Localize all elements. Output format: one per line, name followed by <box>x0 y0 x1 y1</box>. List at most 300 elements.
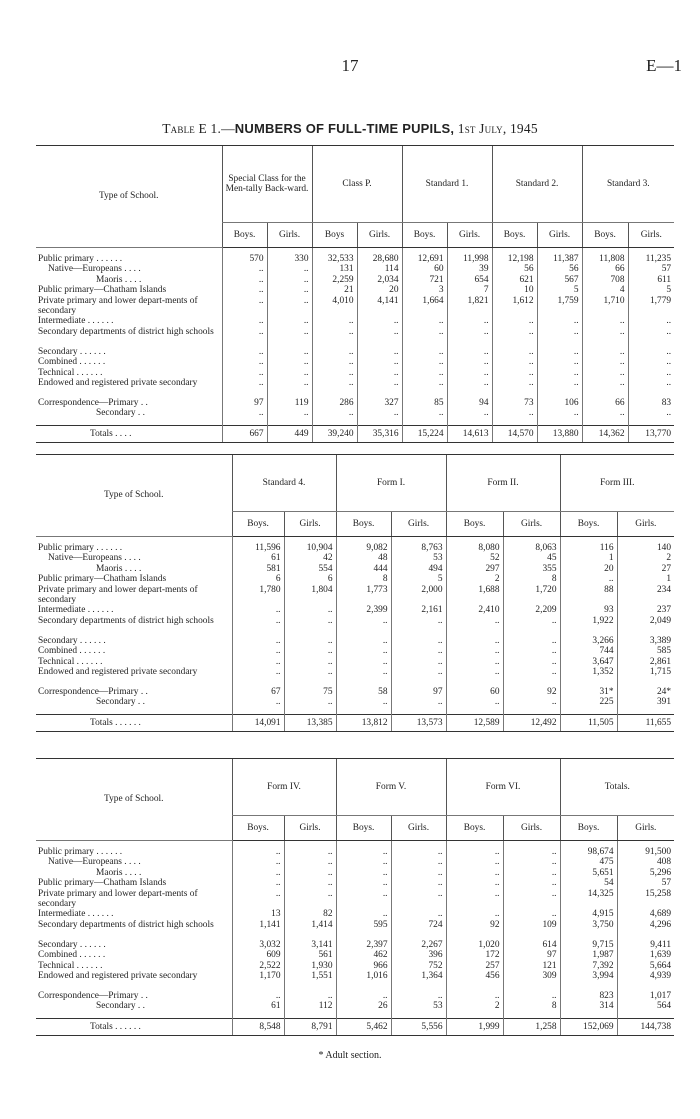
girls-value: .. <box>357 408 402 418</box>
girls-value: 561 <box>284 950 336 960</box>
total-value: 35,316 <box>357 425 402 442</box>
boys-value: 462 <box>336 950 391 960</box>
girls-value: .. <box>267 357 312 367</box>
table-title <box>0 121 700 137</box>
boys-value: .. <box>222 275 267 285</box>
boys-value: .. <box>582 408 628 418</box>
boys-value: 8 <box>336 574 391 584</box>
girls-value: .. <box>267 327 312 347</box>
row-label: Public primary—Chatham Islands <box>38 878 167 889</box>
boys-value: .. <box>232 697 284 707</box>
boys-value: .. <box>446 868 503 878</box>
table-row-native-europeans <box>36 553 674 563</box>
girls-value: 140 <box>617 543 674 553</box>
boys-value: .. <box>312 378 357 398</box>
boys-value: 1,612 <box>492 296 537 317</box>
girls-value: 8 <box>503 574 560 584</box>
column-group-header: Special Class for the Men-tally Back-ward. <box>222 146 312 223</box>
girls-value: 2,000 <box>391 585 446 606</box>
row-label: Correspondence—Primary . . <box>38 687 148 698</box>
girls-value: .. <box>447 408 492 418</box>
boys-value: 31* <box>560 687 617 697</box>
girls-value: .. <box>267 408 312 418</box>
total-value: 11,505 <box>560 714 617 731</box>
type-of-school-header: Type of School. <box>36 759 232 841</box>
girls-column-header: Girls. <box>537 223 582 248</box>
girls-value: 1,821 <box>447 296 492 317</box>
boys-column-header: Boys. <box>582 223 628 248</box>
boys-value: 4,915 <box>560 909 617 919</box>
boys-value: .. <box>222 347 267 357</box>
girls-value: .. <box>628 327 674 347</box>
column-group-header: Class P. <box>312 146 402 223</box>
boys-value: 66 <box>582 264 628 274</box>
boys-value: .. <box>582 368 628 378</box>
total-value: 14,613 <box>447 425 492 442</box>
boys-value: .. <box>492 408 537 418</box>
total-value: 5,462 <box>336 1018 391 1035</box>
girls-value: 8,063 <box>503 543 560 553</box>
column-group-header: Standard 3. <box>582 146 674 223</box>
girls-value: 1,759 <box>537 296 582 317</box>
table-row-secondary <box>36 940 674 950</box>
table-row-chatham-islands <box>36 574 674 584</box>
total-value: 13,770 <box>628 425 674 442</box>
table-row-native-europeans <box>36 857 674 867</box>
boys-value: 1,664 <box>402 296 447 317</box>
boys-value: .. <box>312 408 357 418</box>
girls-value: .. <box>284 636 336 646</box>
girls-value: 91,500 <box>617 847 674 857</box>
girls-value: 237 <box>617 605 674 615</box>
girls-value: .. <box>503 991 560 1001</box>
boys-value: 1,922 <box>560 616 617 636</box>
girls-value: 1,017 <box>617 991 674 1001</box>
table-row-private-primary <box>36 296 674 317</box>
girls-value: .. <box>503 657 560 667</box>
row-label: Technical . . . . . . <box>38 367 103 378</box>
boys-value: .. <box>336 697 391 707</box>
girls-value: .. <box>503 868 560 878</box>
total-value: 12,492 <box>503 714 560 731</box>
total-value: 14,091 <box>232 714 284 731</box>
row-label: Maoris . . . . <box>96 274 142 285</box>
total-value: 144,738 <box>617 1018 674 1035</box>
girls-value: 1,779 <box>628 296 674 317</box>
total-value: 13,812 <box>336 714 391 731</box>
girls-value: 1,804 <box>284 585 336 606</box>
table-row-native-europeans <box>36 264 674 274</box>
boys-value: .. <box>336 657 391 667</box>
boys-value: 257 <box>446 961 503 971</box>
girls-value: 234 <box>617 585 674 606</box>
total-value: 13,385 <box>284 714 336 731</box>
table-row-secondary-departments <box>36 616 674 636</box>
table-row-endowed-private <box>36 378 674 398</box>
girls-value: 567 <box>537 275 582 285</box>
girls-value: .. <box>503 697 560 707</box>
girls-value: .. <box>391 646 446 656</box>
table-title-date: 1st July, 1945 <box>454 121 538 136</box>
row-label: Public primary—Chatham Islands <box>38 574 167 585</box>
girls-value: 42 <box>284 553 336 563</box>
boys-value: 66 <box>582 398 628 408</box>
girls-value: 11,387 <box>537 254 582 264</box>
boys-value: 3 <box>402 285 447 295</box>
boys-value: 708 <box>582 275 628 285</box>
girls-value: 5 <box>628 285 674 295</box>
girls-value: 45 <box>503 553 560 563</box>
boys-column-header: Boys. <box>336 512 391 537</box>
boys-value: 21 <box>312 285 357 295</box>
girls-value: 97 <box>391 687 446 697</box>
total-value: 15,224 <box>402 425 447 442</box>
girls-value: .. <box>267 275 312 285</box>
table-row-chatham-islands <box>36 878 674 888</box>
girls-value: 94 <box>447 398 492 408</box>
row-label: Intermediate . . . . . . <box>38 909 114 920</box>
boys-value: 3,032 <box>232 940 284 950</box>
girls-value: 6 <box>284 574 336 584</box>
boys-value: .. <box>222 368 267 378</box>
boys-value: .. <box>446 636 503 646</box>
girls-value: .. <box>503 878 560 888</box>
boys-value: .. <box>336 616 391 636</box>
girls-value: 554 <box>284 564 336 574</box>
girls-column-header: Girls. <box>391 512 446 537</box>
row-label: Native—Europeans . . . . <box>48 857 141 868</box>
girls-value: .. <box>267 285 312 295</box>
boys-value: 61 <box>232 553 284 563</box>
boys-value: .. <box>232 646 284 656</box>
boys-value: 621 <box>492 275 537 285</box>
row-label: Secondary departments of district high schools <box>38 919 214 930</box>
girls-value: .. <box>447 327 492 347</box>
girls-value: 1 <box>617 574 674 584</box>
boys-value: .. <box>446 697 503 707</box>
girls-value: .. <box>357 357 402 367</box>
boys-value: .. <box>402 347 447 357</box>
boys-column-header: Boys. <box>336 816 391 841</box>
girls-value: .. <box>391 857 446 867</box>
boys-value: .. <box>336 857 391 867</box>
girls-value: 83 <box>628 398 674 408</box>
girls-value: 28,680 <box>357 254 402 264</box>
boys-value: 7,392 <box>560 961 617 971</box>
boys-value: 475 <box>560 857 617 867</box>
totals-label: Totals . . . . . . <box>36 714 232 731</box>
boys-value: 8,080 <box>446 543 503 553</box>
girls-value: .. <box>537 368 582 378</box>
boys-value: 225 <box>560 697 617 707</box>
total-value: 449 <box>267 425 312 442</box>
girls-value: 9,411 <box>617 940 674 950</box>
girls-value: .. <box>391 636 446 646</box>
boys-column-header: Boys. <box>560 816 617 841</box>
row-label: Intermediate . . . . . . <box>38 316 114 327</box>
table-section-2 <box>36 455 674 732</box>
boys-value: .. <box>232 657 284 667</box>
row-label: Secondary . . <box>96 697 145 708</box>
boys-value: 1,141 <box>232 920 284 940</box>
boys-value: .. <box>446 909 503 919</box>
boys-value: .. <box>336 847 391 857</box>
girls-value: .. <box>503 889 560 910</box>
page-header <box>0 56 700 78</box>
girls-value: .. <box>357 327 402 347</box>
row-label: Endowed and registered private secondary <box>38 378 198 389</box>
boys-value: 60 <box>446 687 503 697</box>
row-label: Combined . . . . . . <box>38 357 106 368</box>
boys-value: .. <box>446 646 503 656</box>
boys-value: 1,016 <box>336 971 391 991</box>
table-row-combined <box>36 646 674 656</box>
boys-column-header: Boys. <box>232 512 284 537</box>
boys-value: 116 <box>560 543 617 553</box>
girls-value: .. <box>537 357 582 367</box>
boys-value: 61 <box>232 1001 284 1011</box>
boys-value: 2,410 <box>446 605 503 615</box>
boys-value: .. <box>582 327 628 347</box>
table-row-chatham-islands <box>36 285 674 295</box>
girls-value: 1,715 <box>617 667 674 687</box>
totals-row <box>36 1018 674 1035</box>
girls-value: .. <box>391 868 446 878</box>
girls-value: 1,639 <box>617 950 674 960</box>
boys-value: .. <box>232 616 284 636</box>
boys-value: 5,651 <box>560 868 617 878</box>
boys-value: 297 <box>446 564 503 574</box>
boys-value: .. <box>232 889 284 910</box>
boys-value: 595 <box>336 920 391 940</box>
girls-value: .. <box>391 909 446 919</box>
girls-value: 121 <box>503 961 560 971</box>
boys-value: .. <box>222 357 267 367</box>
row-label: Technical . . . . . . <box>38 656 103 667</box>
girls-column-header: Girls. <box>284 512 336 537</box>
girls-value: 2,034 <box>357 275 402 285</box>
boys-value: .. <box>232 857 284 867</box>
column-group-header: Form VI. <box>446 759 560 816</box>
boys-value: 6 <box>232 574 284 584</box>
boys-value: .. <box>446 889 503 910</box>
table-row-intermediate <box>36 909 674 919</box>
row-label: Endowed and registered private secondary <box>38 971 198 982</box>
total-value: 11,655 <box>617 714 674 731</box>
boys-value: 1,170 <box>232 971 284 991</box>
boys-value: 11,596 <box>232 543 284 553</box>
girls-value: 7 <box>447 285 492 295</box>
girls-value: 309 <box>503 971 560 991</box>
boys-column-header: Boys. <box>492 223 537 248</box>
boys-value: 52 <box>446 553 503 563</box>
girls-value: .. <box>267 368 312 378</box>
total-value: 1,258 <box>503 1018 560 1035</box>
boys-column-header: Boys. <box>402 223 447 248</box>
row-label: Combined . . . . . . <box>38 950 106 961</box>
boys-value: .. <box>232 847 284 857</box>
girls-value: .. <box>284 878 336 888</box>
total-value: 39,240 <box>312 425 357 442</box>
girls-value: 1,930 <box>284 961 336 971</box>
girls-column-header: Girls. <box>503 512 560 537</box>
table-row-secondary <box>36 347 674 357</box>
girls-value: .. <box>284 616 336 636</box>
column-group-header: Form V. <box>336 759 446 816</box>
girls-value: 4,689 <box>617 909 674 919</box>
girls-value: 585 <box>617 646 674 656</box>
row-label: Secondary . . . . . . <box>38 635 106 646</box>
page-number: 17 <box>341 56 359 75</box>
table-row-secondary-departments <box>36 327 674 347</box>
girls-value: .. <box>284 847 336 857</box>
boys-value: .. <box>446 857 503 867</box>
table-row-native-maoris <box>36 564 674 574</box>
girls-value: .. <box>357 347 402 357</box>
boys-value: 1,780 <box>232 585 284 606</box>
row-label: Secondary . . . . . . <box>38 939 106 950</box>
boys-value: .. <box>446 667 503 687</box>
footnote: * Adult section. <box>318 1050 382 1061</box>
girls-value: 75 <box>284 687 336 697</box>
boys-value: 88 <box>560 585 617 606</box>
row-label: Secondary . . <box>96 408 145 419</box>
column-group-header: Form IV. <box>232 759 336 816</box>
boys-column-header: Boys. <box>446 512 503 537</box>
boys-value: 12,198 <box>492 254 537 264</box>
boys-value: .. <box>312 357 357 367</box>
girls-value: .. <box>284 646 336 656</box>
row-label: Native—Europeans . . . . <box>48 264 141 275</box>
girls-value: 564 <box>617 1001 674 1011</box>
girls-value: 57 <box>628 264 674 274</box>
girls-value: 53 <box>391 1001 446 1011</box>
table-row-combined <box>36 357 674 367</box>
table-row-native-maoris <box>36 275 674 285</box>
girls-value: 1,720 <box>503 585 560 606</box>
girls-value: .. <box>628 368 674 378</box>
girls-value: 82 <box>284 909 336 919</box>
boys-column-header: Boys <box>312 223 357 248</box>
total-value: 667 <box>222 425 267 442</box>
boys-value: .. <box>336 991 391 1001</box>
row-label: Maoris . . . . <box>96 563 142 574</box>
column-group-header: Form III. <box>560 455 674 512</box>
girls-value: .. <box>503 636 560 646</box>
boys-value: 1,710 <box>582 296 628 317</box>
boys-value: 4 <box>582 285 628 295</box>
column-group-header: Standard 4. <box>232 455 336 512</box>
boys-value: 54 <box>560 878 617 888</box>
table-row-secondary <box>36 636 674 646</box>
girls-value: .. <box>284 991 336 1001</box>
boys-value: .. <box>222 378 267 398</box>
boys-value: 581 <box>232 564 284 574</box>
column-group-header: Form II. <box>446 455 560 512</box>
boys-column-header: Boys. <box>560 512 617 537</box>
girls-value: .. <box>628 357 674 367</box>
girls-value: 15,258 <box>617 889 674 910</box>
girls-value: 53 <box>391 553 446 563</box>
girls-column-header: Girls. <box>391 816 446 841</box>
boys-value: 1,020 <box>446 940 503 950</box>
boys-value: 2,259 <box>312 275 357 285</box>
table-row-public-primary <box>36 254 674 264</box>
boys-value: 1,352 <box>560 667 617 687</box>
girls-value: 1,364 <box>391 971 446 991</box>
boys-value: 2,522 <box>232 961 284 971</box>
boys-value: 1,688 <box>446 585 503 606</box>
table-row-public-primary <box>36 847 674 857</box>
type-of-school-header: Type of School. <box>36 146 222 248</box>
girls-value: 1,551 <box>284 971 336 991</box>
total-value: 152,069 <box>560 1018 617 1035</box>
girls-value: .. <box>537 347 582 357</box>
table-row-correspondence-primary <box>36 398 674 408</box>
boys-value: .. <box>492 357 537 367</box>
table-row-technical <box>36 368 674 378</box>
table-row-combined <box>36 950 674 960</box>
boys-value: 12,691 <box>402 254 447 264</box>
table-title-prefix: Table E 1.— <box>162 121 235 136</box>
boys-value: 48 <box>336 553 391 563</box>
boys-value: .. <box>336 868 391 878</box>
boys-value: .. <box>492 327 537 347</box>
girls-value: 5 <box>391 574 446 584</box>
total-value: 13,880 <box>537 425 582 442</box>
girls-value: 57 <box>617 878 674 888</box>
boys-value: .. <box>402 327 447 347</box>
boys-value: 172 <box>446 950 503 960</box>
boys-value: 56 <box>492 264 537 274</box>
boys-value: .. <box>492 378 537 398</box>
boys-value: .. <box>232 868 284 878</box>
girls-value: .. <box>391 889 446 910</box>
row-label: Maoris . . . . <box>96 867 142 878</box>
girls-value: 97 <box>503 950 560 960</box>
girls-value: .. <box>391 616 446 636</box>
boys-value: .. <box>582 357 628 367</box>
total-value: 5,556 <box>391 1018 446 1035</box>
girls-value: .. <box>503 667 560 687</box>
girls-value: 92 <box>503 687 560 697</box>
total-value: 1,999 <box>446 1018 503 1035</box>
girls-value: 611 <box>628 275 674 285</box>
girls-value: .. <box>391 847 446 857</box>
girls-column-header: Girls. <box>267 223 312 248</box>
girls-value: 654 <box>447 275 492 285</box>
boys-value: 9,715 <box>560 940 617 950</box>
table-row-endowed-private <box>36 971 674 991</box>
girls-value: .. <box>267 378 312 398</box>
girls-value: 10,904 <box>284 543 336 553</box>
boys-value: .. <box>402 316 447 326</box>
girls-value: .. <box>447 378 492 398</box>
girls-value: 27 <box>617 564 674 574</box>
girls-value: 752 <box>391 961 446 971</box>
girls-value: .. <box>357 316 402 326</box>
girls-value: 614 <box>503 940 560 950</box>
boys-value: 10 <box>492 285 537 295</box>
girls-value: 355 <box>503 564 560 574</box>
girls-value: 494 <box>391 564 446 574</box>
boys-value: .. <box>222 327 267 347</box>
boys-value: 444 <box>336 564 391 574</box>
girls-value: 106 <box>537 398 582 408</box>
boys-value: 2 <box>446 1001 503 1011</box>
girls-value: 11,235 <box>628 254 674 264</box>
girls-value: .. <box>284 857 336 867</box>
